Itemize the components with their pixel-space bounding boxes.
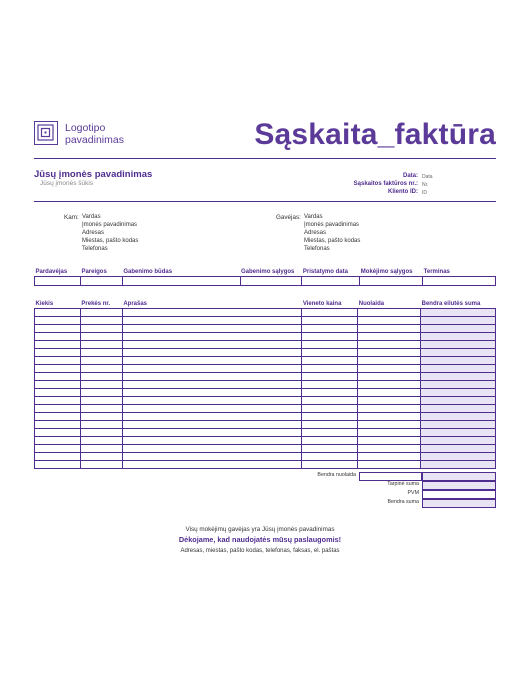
invoice-title: Sąskaita_faktūra xyxy=(254,118,496,151)
item-cell[interactable] xyxy=(122,453,302,461)
item-cell[interactable] xyxy=(302,453,358,461)
item-cell[interactable] xyxy=(358,461,421,469)
client-id-label: Kliento ID: xyxy=(388,189,418,195)
item-cell xyxy=(421,389,496,397)
item-cell xyxy=(421,317,496,325)
item-cell[interactable] xyxy=(122,373,302,381)
to-line: Adresas xyxy=(82,230,105,236)
items-header: Aprašas xyxy=(122,299,302,309)
item-cell[interactable] xyxy=(358,349,421,357)
item-row[interactable] xyxy=(35,405,496,413)
shipping-cell[interactable] xyxy=(80,277,122,286)
item-row[interactable] xyxy=(35,341,496,349)
item-cell[interactable] xyxy=(358,357,421,365)
items-header: Bendra eilutės suma xyxy=(421,299,496,309)
items-header: Nuolaida xyxy=(358,299,421,309)
items-table xyxy=(34,299,496,469)
item-cell[interactable] xyxy=(358,333,421,341)
shipping-header: Terminas xyxy=(423,267,496,277)
item-cell xyxy=(421,357,496,365)
shipping-cell[interactable] xyxy=(240,277,302,286)
totals-block xyxy=(236,472,496,508)
item-cell xyxy=(421,413,496,421)
shipping-cell[interactable] xyxy=(122,277,240,286)
item-cell xyxy=(421,405,496,413)
item-cell[interactable] xyxy=(302,325,358,333)
item-row[interactable] xyxy=(35,421,496,429)
shipping-cell[interactable] xyxy=(35,277,81,286)
logo-icon xyxy=(34,121,58,145)
item-cell[interactable] xyxy=(122,437,302,445)
item-row[interactable] xyxy=(35,453,496,461)
company-slogan: Jūsų įmonės šūkis xyxy=(40,180,94,187)
item-cell[interactable] xyxy=(35,405,81,413)
subtotal-amount xyxy=(422,481,496,490)
item-cell[interactable] xyxy=(358,309,421,317)
items-header: Vieneto kaina xyxy=(302,299,358,309)
item-cell xyxy=(421,349,496,357)
item-cell[interactable] xyxy=(302,421,358,429)
item-cell[interactable] xyxy=(35,445,81,453)
item-row[interactable] xyxy=(35,317,496,325)
item-cell xyxy=(421,453,496,461)
item-cell[interactable] xyxy=(302,389,358,397)
payable-note: Visų mokėjimų gavėjas yra Jūsų įmonės pavadinimas xyxy=(185,526,335,533)
shipping-header: Gabenimo būdas xyxy=(122,267,240,277)
item-cell[interactable] xyxy=(122,461,302,469)
item-cell[interactable] xyxy=(302,357,358,365)
item-cell[interactable] xyxy=(80,373,122,381)
item-row[interactable] xyxy=(35,397,496,405)
items-header-row xyxy=(35,299,496,309)
item-row[interactable] xyxy=(35,429,496,437)
item-cell[interactable] xyxy=(80,453,122,461)
item-cell[interactable] xyxy=(358,453,421,461)
item-cell[interactable] xyxy=(35,349,81,357)
item-cell[interactable] xyxy=(358,421,421,429)
item-cell[interactable] xyxy=(302,413,358,421)
item-cell xyxy=(421,309,496,317)
item-cell xyxy=(421,437,496,445)
total-amount xyxy=(422,499,496,508)
date-value: Data xyxy=(422,174,433,180)
item-cell[interactable] xyxy=(80,341,122,349)
item-row[interactable] xyxy=(35,349,496,357)
vat-amount[interactable] xyxy=(422,490,496,499)
item-cell[interactable] xyxy=(122,389,302,397)
item-cell[interactable] xyxy=(35,461,81,469)
item-cell[interactable] xyxy=(35,333,81,341)
item-cell[interactable] xyxy=(35,325,81,333)
item-cell xyxy=(421,373,496,381)
thank-you-note: Dėkojame, kad naudojatės mūsų paslaugomis! xyxy=(178,535,342,544)
item-cell[interactable] xyxy=(80,333,122,341)
item-cell[interactable] xyxy=(80,389,122,397)
item-cell xyxy=(421,341,496,349)
subtotal-row xyxy=(236,481,496,490)
recipient-line: Vardas xyxy=(304,214,323,220)
item-cell[interactable] xyxy=(80,405,122,413)
item-cell[interactable] xyxy=(122,397,302,405)
item-cell[interactable] xyxy=(122,365,302,373)
item-cell[interactable] xyxy=(35,357,81,365)
item-cell[interactable] xyxy=(302,445,358,453)
shipping-header: Mokėjimo sąlygos xyxy=(360,267,423,277)
item-cell[interactable] xyxy=(302,397,358,405)
shipping-header: Gabenimo sąlygos xyxy=(240,267,302,277)
header-rule xyxy=(34,158,496,159)
item-cell[interactable] xyxy=(35,317,81,325)
shipping-row[interactable] xyxy=(35,277,496,286)
item-cell[interactable] xyxy=(122,445,302,453)
item-cell[interactable] xyxy=(358,429,421,437)
item-cell[interactable] xyxy=(35,365,81,373)
item-cell[interactable] xyxy=(35,389,81,397)
item-cell[interactable] xyxy=(35,309,81,317)
item-cell[interactable] xyxy=(80,325,122,333)
recipient-line: Įmonės pavadinimas xyxy=(304,222,360,228)
item-row[interactable] xyxy=(35,325,496,333)
total-discount-cell[interactable] xyxy=(359,472,422,481)
item-cell[interactable] xyxy=(35,453,81,461)
vat-row xyxy=(236,490,496,499)
recipient-line: Telefonas xyxy=(304,246,330,252)
to-line: Įmonės pavadinimas xyxy=(82,222,138,228)
item-row[interactable] xyxy=(35,309,496,317)
item-cell xyxy=(421,461,496,469)
item-cell[interactable] xyxy=(302,373,358,381)
logo-line1: Logotipo xyxy=(65,122,106,134)
item-cell[interactable] xyxy=(302,317,358,325)
total-row xyxy=(236,499,496,508)
item-cell[interactable] xyxy=(302,365,358,373)
item-cell[interactable] xyxy=(80,381,122,389)
item-cell[interactable] xyxy=(358,445,421,453)
item-cell xyxy=(421,429,496,437)
item-cell xyxy=(421,421,496,429)
item-cell[interactable] xyxy=(358,341,421,349)
item-cell[interactable] xyxy=(358,365,421,373)
item-row[interactable] xyxy=(35,373,496,381)
total-discount-amount xyxy=(422,472,496,481)
item-cell[interactable] xyxy=(80,357,122,365)
item-cell xyxy=(421,445,496,453)
item-cell[interactable] xyxy=(358,317,421,325)
invoice-number-label: Sąskaitos faktūros nr.: xyxy=(353,181,418,187)
items-header: Prekės nr. xyxy=(80,299,122,309)
item-cell[interactable] xyxy=(122,381,302,389)
item-cell[interactable] xyxy=(358,413,421,421)
item-cell[interactable] xyxy=(122,341,302,349)
item-cell[interactable] xyxy=(122,421,302,429)
total-discount-label: Bendra nuolaida xyxy=(317,472,356,478)
item-cell[interactable] xyxy=(302,429,358,437)
items-header: Kiekis xyxy=(35,299,81,309)
item-row[interactable] xyxy=(35,437,496,445)
item-cell[interactable] xyxy=(122,325,302,333)
item-cell[interactable] xyxy=(122,413,302,421)
item-row[interactable] xyxy=(35,357,496,365)
shipping-header: Pristatymo data xyxy=(302,267,360,277)
item-row[interactable] xyxy=(35,389,496,397)
shipping-cell[interactable] xyxy=(360,277,423,286)
to-line: Vardas xyxy=(82,214,101,220)
to-label: Kam: xyxy=(64,214,79,221)
item-cell[interactable] xyxy=(122,333,302,341)
item-cell xyxy=(421,365,496,373)
shipping-header: Pardavėjas xyxy=(35,267,81,277)
item-cell[interactable] xyxy=(302,405,358,413)
recipient-label: Gavėjas: xyxy=(276,214,301,221)
item-cell[interactable] xyxy=(80,317,122,325)
shipping-cell[interactable] xyxy=(302,277,360,286)
item-cell[interactable] xyxy=(302,461,358,469)
item-cell xyxy=(421,333,496,341)
shipping-header: Pareigos xyxy=(80,267,122,277)
item-cell[interactable] xyxy=(302,333,358,341)
item-cell[interactable] xyxy=(122,405,302,413)
item-cell xyxy=(421,325,496,333)
item-cell[interactable] xyxy=(358,405,421,413)
item-cell[interactable] xyxy=(35,341,81,349)
shipping-header-row xyxy=(35,267,496,277)
logo-text xyxy=(65,122,124,146)
item-cell[interactable] xyxy=(35,421,81,429)
item-row[interactable] xyxy=(35,333,496,341)
company-contact: Adresas, miestas, pašto kodas, telefonas, faksas, el. paštas xyxy=(180,548,340,554)
invoice-number-value: Nr. xyxy=(422,182,429,188)
shipping-cell[interactable] xyxy=(423,277,496,286)
recipient-line: Miestas, pašto kodas xyxy=(304,238,361,244)
to-address xyxy=(82,213,138,253)
item-cell xyxy=(421,381,496,389)
item-row[interactable] xyxy=(35,445,496,453)
item-cell[interactable] xyxy=(80,445,122,453)
item-cell[interactable] xyxy=(358,397,421,405)
item-cell[interactable] xyxy=(302,309,358,317)
item-cell[interactable] xyxy=(302,349,358,357)
item-row[interactable] xyxy=(35,365,496,373)
item-row[interactable] xyxy=(35,461,496,469)
recipient-address xyxy=(304,213,360,253)
item-row[interactable] xyxy=(35,413,496,421)
item-cell[interactable] xyxy=(122,429,302,437)
item-row[interactable] xyxy=(35,381,496,389)
item-cell[interactable] xyxy=(302,381,358,389)
item-cell[interactable] xyxy=(302,437,358,445)
recipient-line: Adresas xyxy=(304,230,327,236)
item-cell[interactable] xyxy=(358,325,421,333)
item-cell[interactable] xyxy=(80,437,122,445)
to-line: Telefonas xyxy=(82,246,108,252)
item-cell[interactable] xyxy=(122,349,302,357)
item-cell[interactable] xyxy=(35,413,81,421)
logo-line2: pavadinimas xyxy=(65,134,124,146)
item-cell[interactable] xyxy=(80,421,122,429)
item-cell[interactable] xyxy=(35,373,81,381)
item-cell[interactable] xyxy=(122,357,302,365)
item-cell[interactable] xyxy=(358,381,421,389)
vat-label: PVM xyxy=(407,490,419,496)
client-id-value: ID xyxy=(422,190,427,196)
subtotal-label: Tarpinė suma xyxy=(387,481,419,487)
item-cell[interactable] xyxy=(35,437,81,445)
company-name: Jūsų įmonės pavadinimas xyxy=(34,169,153,180)
item-cell[interactable] xyxy=(122,309,302,317)
item-cell[interactable] xyxy=(80,309,122,317)
total-discount-row xyxy=(236,472,496,481)
item-cell[interactable] xyxy=(358,373,421,381)
item-cell[interactable] xyxy=(80,397,122,405)
item-cell[interactable] xyxy=(80,365,122,373)
item-cell[interactable] xyxy=(80,413,122,421)
date-label: Data: xyxy=(402,173,418,179)
item-cell[interactable] xyxy=(358,389,421,397)
item-cell[interactable] xyxy=(80,429,122,437)
to-line: Miestas, pašto kodas xyxy=(82,238,139,244)
item-cell xyxy=(421,397,496,405)
item-cell[interactable] xyxy=(122,317,302,325)
item-cell[interactable] xyxy=(35,397,81,405)
item-cell[interactable] xyxy=(302,341,358,349)
meta-rule xyxy=(34,201,496,202)
item-cell[interactable] xyxy=(80,349,122,357)
item-cell[interactable] xyxy=(35,381,81,389)
item-cell[interactable] xyxy=(358,437,421,445)
item-cell[interactable] xyxy=(80,461,122,469)
total-label: Bendra suma xyxy=(387,499,419,505)
shipping-table xyxy=(34,267,496,286)
item-cell[interactable] xyxy=(35,429,81,437)
